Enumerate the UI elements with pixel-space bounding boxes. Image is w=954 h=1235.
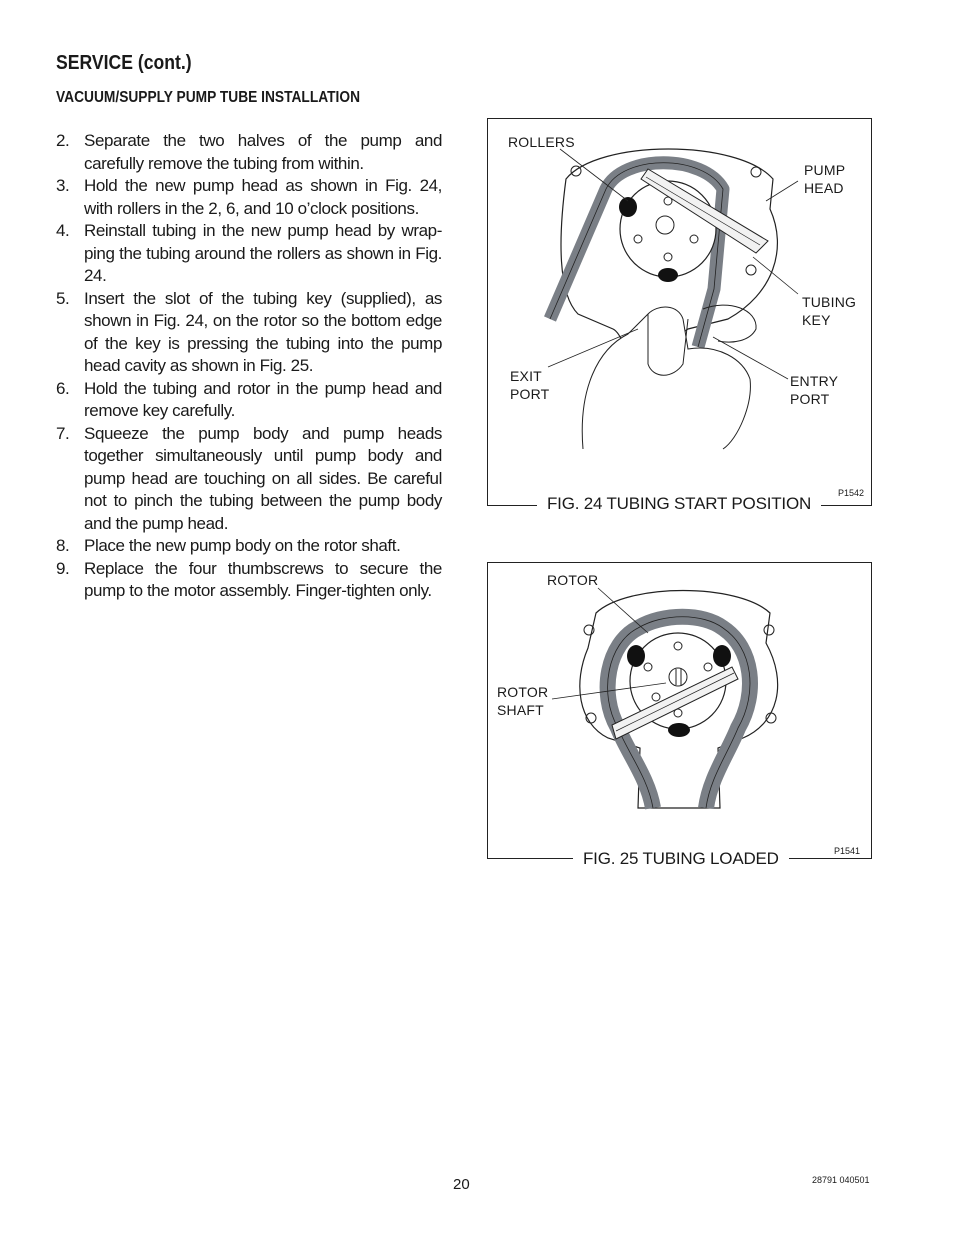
document-code: 28791 040501 bbox=[812, 1175, 870, 1185]
step-number: 8. bbox=[56, 536, 70, 555]
instruction-list bbox=[56, 130, 442, 603]
roller-shape bbox=[713, 645, 731, 667]
page-title: SERVICE (cont.) bbox=[56, 52, 192, 74]
roller-shape bbox=[627, 645, 645, 667]
label-tubing-key: TUBING KEY bbox=[802, 294, 857, 328]
step-text: Hold the new pump head as shown in Fig. 24, with rollers in the 2, 6, and 10 o’clock positions. bbox=[84, 176, 442, 218]
instruction-step bbox=[56, 535, 442, 558]
step-text: Separate the two halves of the pump and carefully remove the tubing from within. bbox=[84, 131, 442, 173]
step-number: 9. bbox=[56, 558, 70, 578]
roller-shape bbox=[658, 268, 678, 282]
page-number: 20 bbox=[453, 1176, 470, 1193]
label-pump-head: PUMP HEAD bbox=[804, 162, 846, 196]
step-text: Insert the slot of the tubing key (supplied), as shown in Fig. 24, on the rotor so the bottom edge of the key is pressing the tubing into the pump head cavity as shown in Fig. 25. bbox=[84, 288, 442, 375]
step-number: 3. bbox=[56, 176, 70, 195]
figure-code: P1542 bbox=[838, 488, 865, 498]
roller-shape bbox=[668, 723, 690, 737]
figure-code: P1541 bbox=[834, 846, 861, 856]
instruction-step bbox=[56, 130, 442, 175]
step-number: 2. bbox=[56, 131, 70, 150]
step-number: 6. bbox=[56, 378, 70, 398]
step-text: Place the new pump body on the rotor shaft. bbox=[84, 536, 401, 555]
instruction-step bbox=[56, 558, 442, 603]
label-rollers: ROLLERS bbox=[508, 134, 575, 150]
section-subtitle: VACUUM/SUPPLY PUMP TUBE INSTALLATION bbox=[56, 89, 361, 106]
label-rotor: ROTOR bbox=[547, 572, 599, 588]
step-number: 7. bbox=[56, 423, 70, 443]
instruction-step bbox=[56, 288, 442, 378]
step-text: Hold the tubing and rotor in the pump head and remove key carefully. bbox=[84, 378, 442, 420]
step-number: 5. bbox=[56, 288, 70, 308]
step-text: Squeeze the pump body and pump heads together simultaneously until pump body and pump head are touching on all sides. Be careful not to pinch the tubing between the pump body and the pump head. bbox=[84, 423, 442, 533]
instruction-step bbox=[56, 175, 442, 220]
figure-25 bbox=[487, 562, 872, 859]
figure-24-caption: FIG. 24 TUBING START POSITION bbox=[537, 494, 821, 514]
label-exit-port: EXIT PORT bbox=[510, 368, 550, 402]
label-rotor-shaft: ROTOR SHAFT bbox=[497, 684, 549, 718]
instruction-step bbox=[56, 220, 442, 288]
step-text: Reinstall tubing in the new pump head by wrap-ping the tubing around the rollers as shown in Fig. 24. bbox=[84, 221, 442, 285]
roller-shape bbox=[619, 197, 637, 217]
step-number: 4. bbox=[56, 221, 70, 240]
instruction-step bbox=[56, 423, 442, 536]
figure-25-caption: FIG. 25 TUBING LOADED bbox=[573, 849, 789, 869]
label-entry-port: ENTRY PORT bbox=[790, 373, 839, 407]
figure-24 bbox=[487, 118, 872, 506]
step-text: Replace the four thumbscrews to secure the pump to the motor assembly. Finger-tighten only. bbox=[84, 558, 442, 600]
hand-shape bbox=[582, 307, 750, 449]
instruction-step bbox=[56, 378, 442, 423]
